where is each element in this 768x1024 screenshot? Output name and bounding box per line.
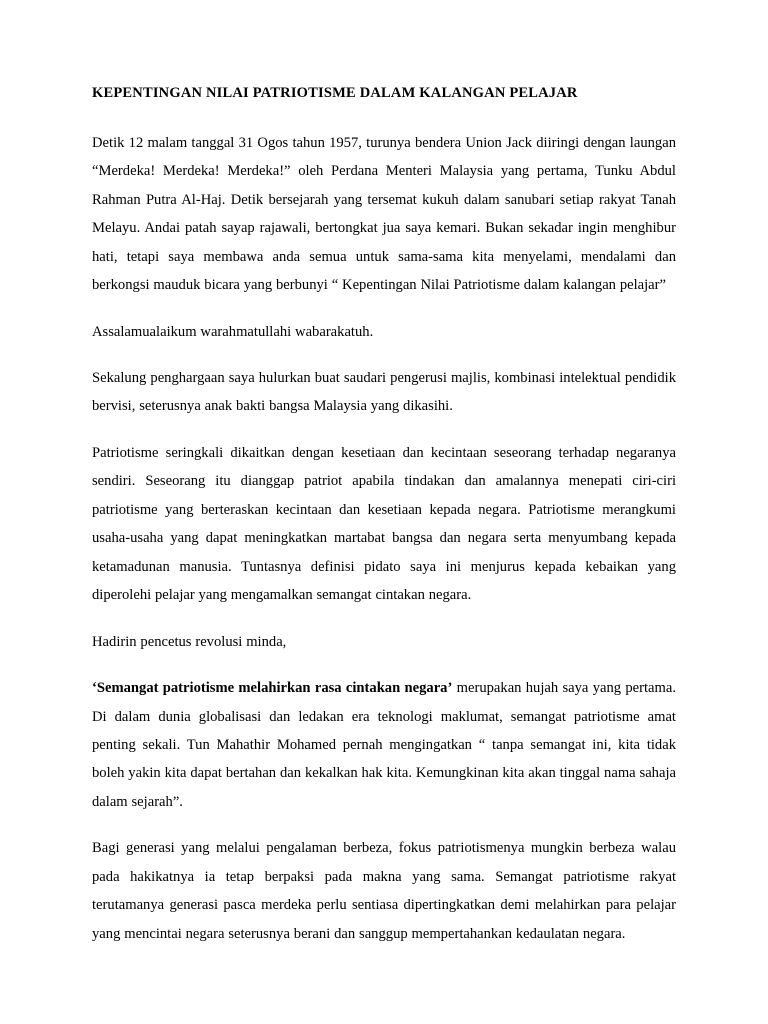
paragraph-audience-address: Hadirin pencetus revolusi minda, xyxy=(92,633,287,650)
paragraph-generation: Bagi generasi yang melalui pengalaman berbeza, fokus patriotismenya mungkin berbeza walau pada hakikatnya ia tetap berpaksi pada makna yang sama. Semangat patriotisme rakyat terutamanya generasi pasca merdeka perlu sentiasa dipertingkatkan demi melahirkan para pelajar yang mencintai negara seterusnya berani dan sanggup mempertahankan kedaulatan negara. xyxy=(92,840,676,942)
paragraph-intro: Detik 12 malam tanggal 31 Ogos tahun 1957, turunya bendera Union Jack diiringi dengan laungan “Merdeka! Merdeka! Merdeka!” oleh Perdana Menteri Malaysia yang pertama, Tunku Abdul Rahman Putra Al-Haj. Detik bersejarah yang tersemat kukuh dalam sanubari setiap rakyat Tanah Melayu. Andai patah sayap rajawali, bertongkat jua saya kemari. Bukan sekadar ingin menghibur hati, tetapi saya membawa anda semua untuk sama-sama kita menyelami, mendalami dan berkongsi mauduk bicara yang berbunyi “ Kepentingan Nilai Patriotisme dalam kalangan pelajar” xyxy=(92,134,676,294)
page-title: KEPENTINGAN NILAI PATRIOTISME DALAM KALANGAN PELAJAR xyxy=(92,85,578,101)
first-argument-lead: ‘Semangat patriotisme melahirkan rasa cintakan negara’ xyxy=(92,680,453,697)
paragraph-definition: Patriotisme seringkali dikaitkan dengan kesetiaan dan kecintaan seseorang terhadap negaranya sendiri. Seseorang itu dianggap patriot apabila tindakan dan amalannya menepati ciri-ciri patriotisme yang berteraskan kecintaan dan kesetiaan kepada negara. Patriotisme merangkumi usaha-usaha yang dapat meningkatkan martabat bangsa dan negara serta menyumbang kepada ketamadunan manusia. Tuntasnya definisi pidato saya ini menjurus kepada kebaikan yang diperolehi pelajar yang mengamalkan semangat cintakan negara. xyxy=(92,444,676,604)
first-argument-body: merupakan hujah saya yang pertama. Di dalam dunia globalisasi dan ledakan era teknologi maklumat, semangat patriotisme amat penting sekali. Tun Mahathir Mohamed pernah mengingatkan “ tanpa semangat ini, kita tidak boleh yakin kita dapat bertahan dan kekalkan hak kita. Kemungkinan kita akan tinggal nama sahaja dalam sejarah”. xyxy=(92,680,676,810)
paragraph-appreciation: Sekalung penghargaan saya hulurkan buat saudari pengerusi majlis, kombinasi intelektual pendidik bervisi, seterusnya anak bakti bangsa Malaysia yang dikasihi. xyxy=(92,370,676,415)
paragraph-salutation: Assalamualaikum warahmatullahi wabarakatuh. xyxy=(92,323,374,340)
paragraph-first-argument xyxy=(92,674,676,816)
